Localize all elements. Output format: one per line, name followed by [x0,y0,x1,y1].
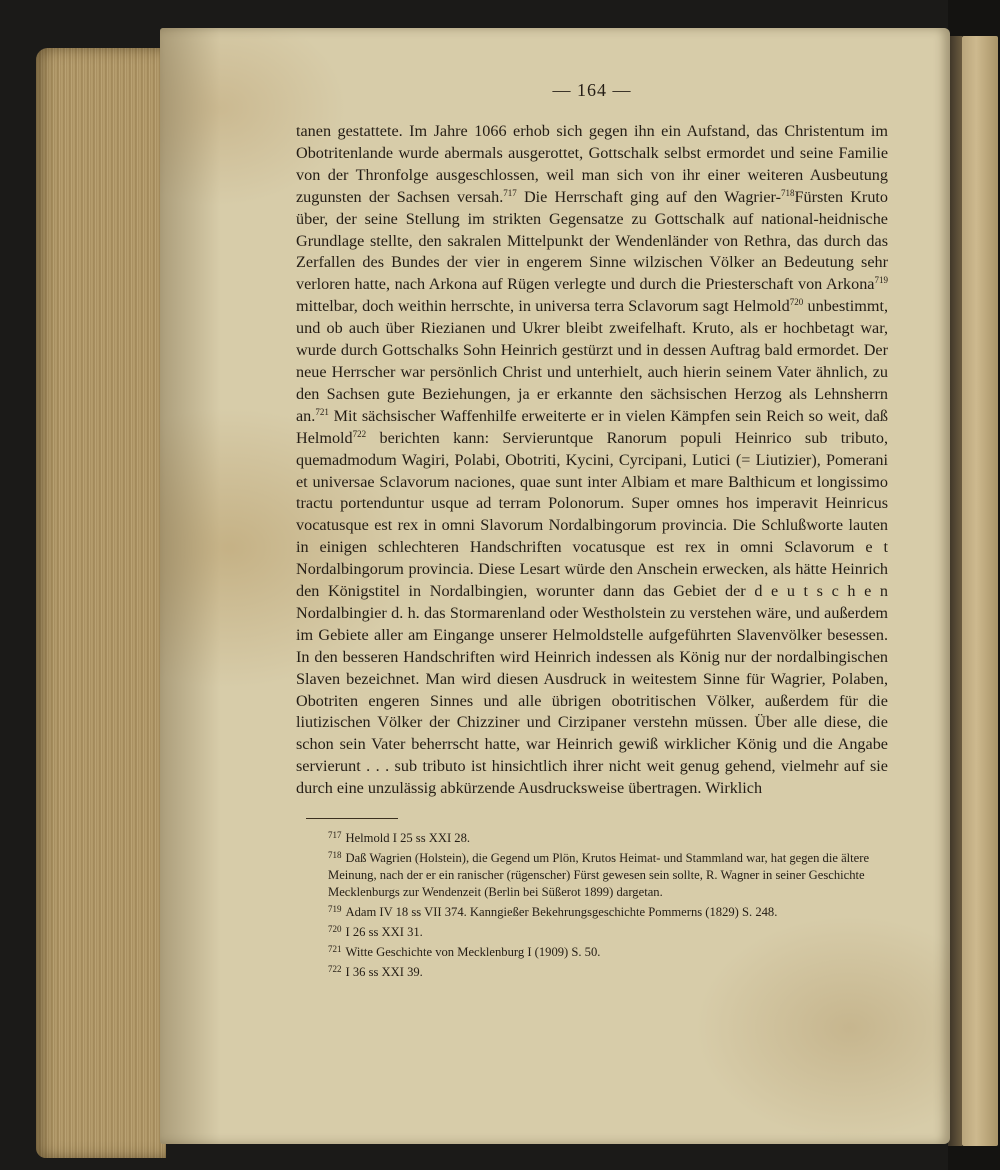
footnote [296,901,888,921]
footnote-reference: 717 [503,187,517,198]
footnote-number: 722 [328,964,342,975]
body-text-segment: Fürsten Kruto über, der seine Stellung im strikten Gegensatze zu Gottschalk auf national-heidnische Grundlage stellte, den sakralen Mittelpunkt der Wendenländer von Rethra, das durch das Zerfallen des Bundes der vier in engerem Sinne wilzischen Völker an Bedeutung sehr verloren hatte, nach Arkona auf Rügen verlegte und durch die Priesterschaft von Arkona [296,187,888,294]
footnote-text: Adam IV 18 ss VII 374. Kanngießer Bekehrungsgeschichte Pommerns (1829) S. 248. [345,905,778,920]
footnote-number: 718 [328,850,342,861]
footnote-number: 720 [328,924,342,935]
footnote [296,941,888,961]
page-content [296,80,888,981]
footnote-number: 717 [328,830,342,841]
footnote-rule [306,818,398,819]
footnote [296,847,888,901]
next-page-shadow [948,36,962,1146]
footnote [296,827,888,847]
footnote [296,921,888,941]
footnote-text: Daß Wagrien (Holstein), die Gegend um Plön, Krutos Heimat- und Stammland war, hat gegen die ältere Meinung, nach der er ein ranischer (rügenscher) Fürst gewesen sein sollte, R. Wagner in seiner Geschichte Mecklenburgs zur Wendenzeit (Berlin bei Süßerot 1899) dargetan. [328,851,870,900]
footnote-text: I 26 ss XXI 31. [345,925,423,940]
footnote-text: I 36 ss XXI 39. [345,965,423,980]
gutter-shadow [160,28,220,1144]
footnote [296,961,888,981]
footnote-text: Witte Geschichte von Mecklenburg I (1909) S. 50. [345,945,601,960]
footnote-number: 719 [328,904,342,915]
body-text-segment: mittelbar, doch weithin herrschte, in universa terra Sclavorum sagt Helmold [296,297,790,316]
next-page-edge [962,36,998,1146]
footnote-reference: 719 [874,275,888,286]
body-text [296,121,888,800]
footnote-text: Helmold I 25 ss XXI 28. [345,831,471,846]
footnotes [296,827,888,981]
page-stack-edge [36,48,166,1158]
footnote-reference: 718 [780,187,795,198]
body-text-segment: Die Herrschaft ging auf den Wagrier- [516,187,781,206]
footnote-reference: 721 [315,406,329,417]
footnote-reference: 720 [789,297,804,308]
footnote-number: 721 [328,944,342,955]
body-text-segment: tanen gestattete. Im Jahre 1066 erhob sich gegen ihn ein Aufstand, das Christentum im Obotritenlande wurde abermals ausgerottet, Gottschalk selbst ermordet und seine Familie von der Thronfolge ausgeschlossen, weil man sich von ihr einer weiteren Ausbeutung zugunsten der Sachsen versah. [296,122,888,206]
page-number: — 164 — [552,80,632,100]
footnote-reference: 722 [352,428,367,439]
body-text-segment: unbestimmt, und ob auch über Riezianen und Ukrer bleibt zweifelhaft. Kruto, als er hochbetagt war, wurde durch Gottschalks Sohn Heinrich gestürzt und in dessen Auftrag bald ermordet. Der neue Herrscher war persönlich Christ und unterhielt, auch hierin seinem Vater ähnlich, zu den Sachsen gute Beziehungen, ja er erkannte den sächsischen Herzog als Lehnsherrn an. [296,297,888,425]
body-text-segment: Mit sächsischer Waffenhilfe erweiterte er in vielen Kämpfen sein Reich so weit, daß Helmold [296,406,888,447]
body-text-segment: berichten kann: Servieruntque Ranorum populi Heinrico sub tributo, quemadmodum Wagiri, Polabi, Obotriti, Kycini, Cyrcipani, Lutici (= Liutizier), Pomerani et universae Sclavorum naciones, quae sunt inter Albiam et mare Balthicum et longissimo tractu portenduntur usque ad terram Polonorum. Super omnes hos imperavit Heinricus vocatusque est rex in omni Slavorum Nordalbingorum provincia. Die Schlußworte lauten in einigen schlechteren Handschriften vocatusque est rex in omni Sclavorum e t Nordalbingorum provincia. Diese Lesart würde den Anschein erwecken, als hätte Heinrich den Königstitel in Nordalbingien, worunter dann das Gebiet der d e u t s c h e n Nordalbingier d. h. das Stormarenland oder Westholstein zu verstehen wäre, und außerdem im Gebiete aller am Eingange unserer Helmoldstelle aufgeführten Slavenvölker besessen. In den besseren Handschriften wird Heinrich indessen als König nur der nordalbingischen Slaven bezeichnet. Man wird diesen Ausdruck in weitestem Sinne für Wagrier, Polaben, Obotriten engeren Sinnes und alle übrigen obotritischen Völker, außerdem für die liutizischen Völker der Chizziner und Cirzipaner verstehn müssen. Über alle diese, die schon sein Vater beherrscht hatte, war Heinrich gewiß wirklicher König und die Angabe servierunt . . . sub tributo ist hinsichtlich ihrer nicht weit genug gehend, vielmehr auf sie durch eine unzulässig abkürzende Ausdrucksweise übertragen. Wirklich [296,428,888,798]
